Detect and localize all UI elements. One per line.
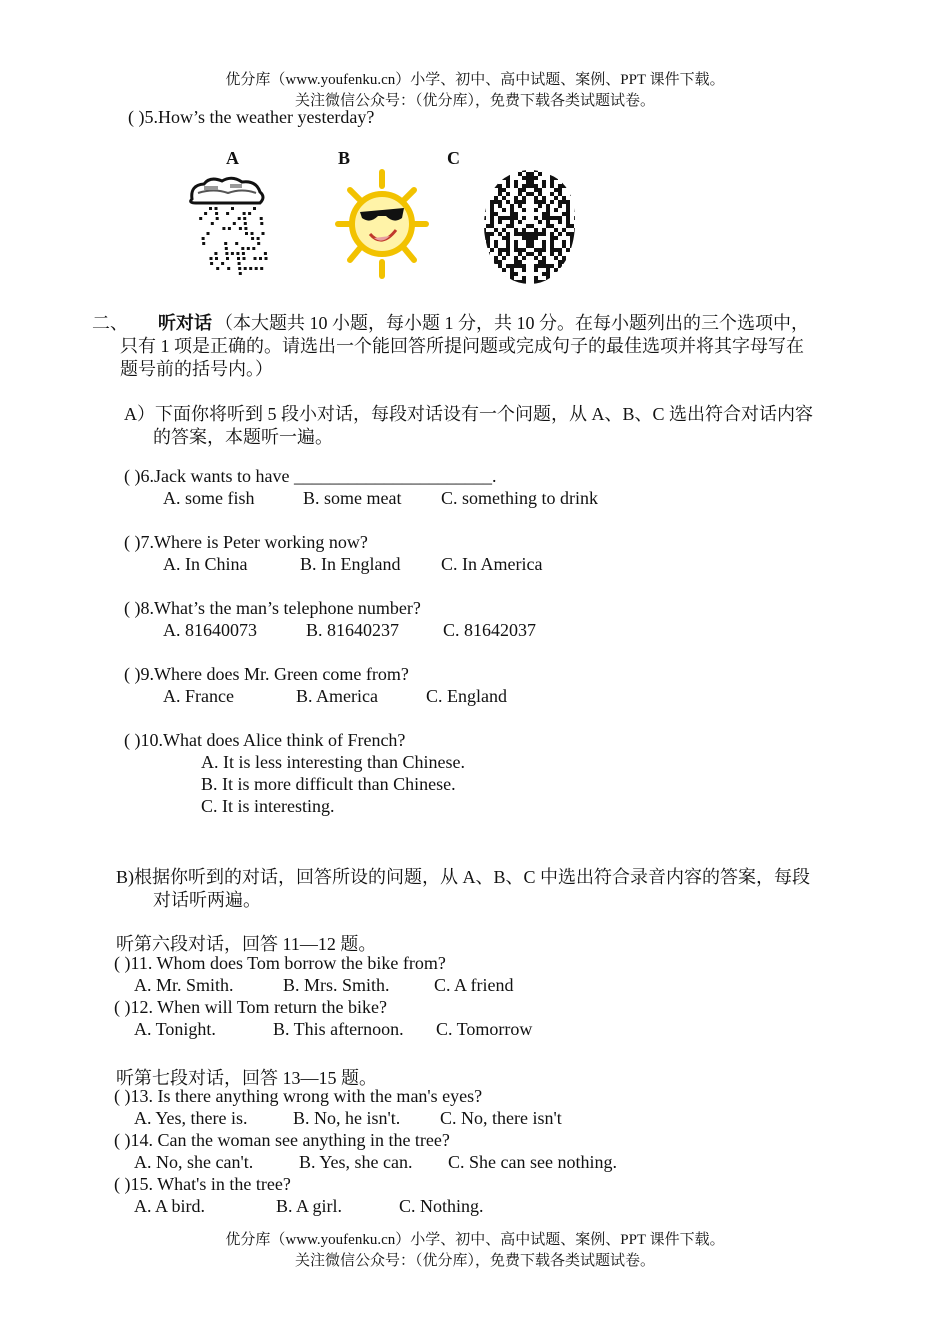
question-5: ( )5.How’s the weather yesterday? <box>128 107 375 127</box>
q15-option-b: B. A girl. <box>276 1196 343 1216</box>
q10-option-b: B. It is more difficult than Chinese. <box>201 774 456 794</box>
q15-option-a: A. A bird. <box>134 1196 206 1216</box>
question-7: ( )7.Where is Peter working now? <box>124 532 368 552</box>
section-title: 听对话 <box>158 313 212 333</box>
q14-option-c: C. She can see nothing. <box>448 1152 617 1172</box>
footer-line-1: 优分库（www.youfenku.cn）小学、初中、高中试题、案例、PPT 课件下载。 <box>225 1232 725 1248</box>
q11-option-a: A. Mr. Smith. <box>134 975 234 995</box>
q10-option-c: C. It is interesting. <box>201 796 335 816</box>
question-6: ( )6.Jack wants to have ______________________. <box>124 466 497 486</box>
dialog-6-intro: 听第六段对话，回答 11—12 题。 <box>116 934 377 954</box>
question-10: ( )10.What does Alice think of French? <box>124 730 406 750</box>
picture-label-a: A <box>226 148 239 168</box>
header-line-2: 关注微信公众号：（优分库），免费下载各类试题试卷。 <box>294 93 655 109</box>
part-b-line-1: B)根据你听到的对话，回答所设的问题，从 A、B、C 中选出符合录音内容的答案，每段 <box>116 867 811 887</box>
q9-option-b: B. America <box>296 686 378 706</box>
q8-option-b: B. 81640237 <box>306 620 400 640</box>
dialog-7-intro: 听第七段对话，回答 13—15 题。 <box>116 1068 377 1088</box>
q12-option-c: C. Tomorrow <box>436 1019 533 1039</box>
q8-option-c: C. 81642037 <box>443 620 537 640</box>
rain-cloud-icon <box>184 175 274 283</box>
q13-option-b: B. No, he isn't. <box>293 1108 401 1128</box>
part-a-line-1: A）下面你将听到 5 段小对话，每段对话设有一个问题，从 A、B、C 选出符合对话内容 <box>124 404 814 424</box>
q6-option-c: C. something to drink <box>441 488 598 508</box>
q13-option-c: C. No, there isn't <box>440 1108 562 1128</box>
question-12: ( )12. When will Tom return the bike? <box>114 997 388 1017</box>
question-9: ( )9.Where does Mr. Green come from? <box>124 664 409 684</box>
q6-option-a: A. some fish <box>163 488 255 508</box>
picture-label-b: B <box>338 148 351 168</box>
q9-option-a: A. France <box>163 686 234 706</box>
section-intro-line-2: 只有 1 项是正确的。请选出一个能回答所提问题或完成句子的最佳选项并将其字母写在 <box>120 336 804 356</box>
question-8: ( )8.What’s the man’s telephone number? <box>124 598 421 618</box>
q9-option-c: C. England <box>426 686 507 706</box>
section-intro-line-3: 题号前的括号内。） <box>120 359 273 379</box>
q12-option-b: B. This afternoon. <box>273 1019 404 1039</box>
q15-option-c: C. Nothing. <box>399 1196 484 1216</box>
question-14: ( )14. Can the woman see anything in the tree? <box>114 1130 450 1150</box>
q11-option-c: C. A friend <box>434 975 514 995</box>
q8-option-a: A. 81640073 <box>163 620 257 640</box>
question-13: ( )13. Is there anything wrong with the man's eyes? <box>114 1086 483 1106</box>
snow-pattern-icon <box>482 168 578 286</box>
question-11: ( )11. Whom does Tom borrow the bike from? <box>114 953 446 973</box>
picture-label-c: C <box>447 148 460 168</box>
q12-option-a: A. Tonight. <box>134 1019 216 1039</box>
footer-line-2: 关注微信公众号：（优分库），免费下载各类试题试卷。 <box>294 1253 655 1269</box>
sun-with-sunglasses-icon <box>334 168 430 280</box>
q7-option-b: B. In England <box>300 554 401 574</box>
q10-option-a: A. It is less interesting than Chinese. <box>201 752 465 772</box>
q14-option-b: B. Yes, she can. <box>299 1152 413 1172</box>
q6-option-b: B. some meat <box>303 488 402 508</box>
q13-option-a: A. Yes, there is. <box>134 1108 248 1128</box>
section-intro-line-1: （本大题共 10 小题，每小题 1 分，共 10 分。在每小题列出的三个选项中， <box>215 313 809 333</box>
part-a-line-2: 的答案，本题听一遍。 <box>153 427 333 447</box>
question-15: ( )15. What's in the tree? <box>114 1174 291 1194</box>
section-number: 二、 <box>92 313 128 333</box>
q7-option-a: A. In China <box>163 554 248 574</box>
q11-option-b: B. Mrs. Smith. <box>283 975 390 995</box>
q7-option-c: C. In America <box>441 554 543 574</box>
header-line-1: 优分库（www.youfenku.cn）小学、初中、高中试题、案例、PPT 课件下载。 <box>225 72 725 88</box>
q14-option-a: A. No, she can't. <box>134 1152 254 1172</box>
part-b-line-2: 对话听两遍。 <box>153 890 261 910</box>
